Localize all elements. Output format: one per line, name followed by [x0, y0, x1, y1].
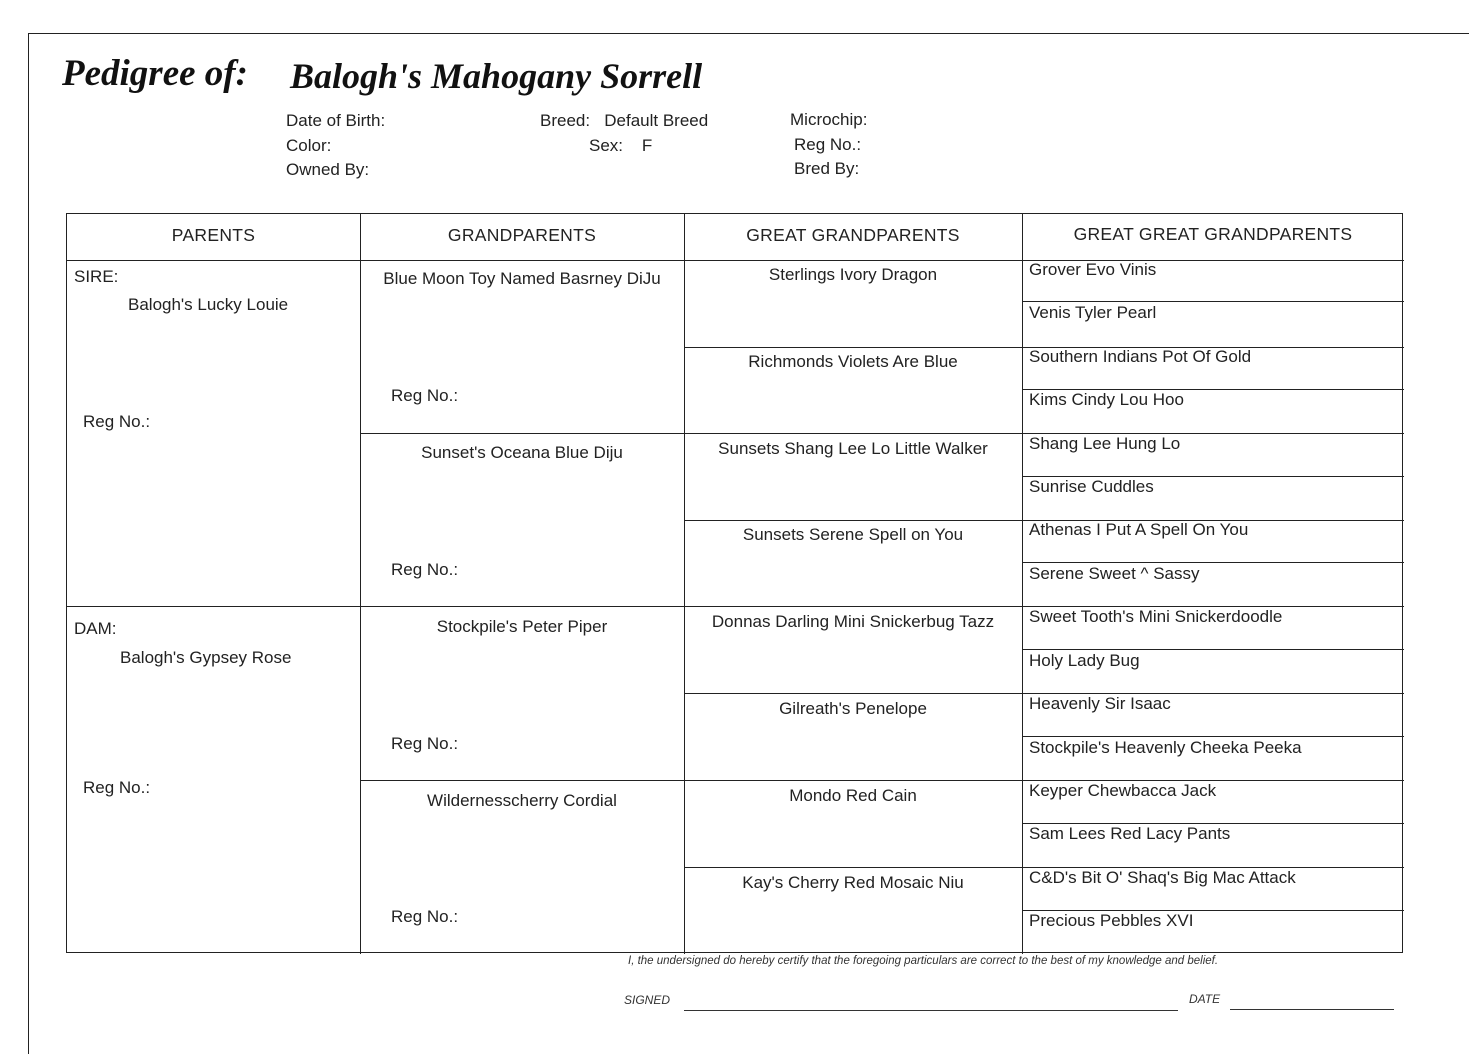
owned-by-label: Owned By:	[286, 160, 370, 179]
great-great-grandparent-name: Serene Sweet ^ Sassy	[1029, 564, 1200, 583]
great-grandparent-name: Mondo Red Cain	[789, 786, 917, 805]
great-great-grandparent-name: Sweet Tooth's Mini Snickerdoodle	[1029, 607, 1283, 626]
great-great-grandparent-name: Shang Lee Hung Lo	[1029, 434, 1181, 453]
dam-reg-no: Reg No.:	[83, 778, 151, 797]
row-divider	[360, 433, 1404, 434]
title-label: Pedigree of:	[62, 53, 248, 94]
header-parents: PARENTS	[171, 225, 256, 245]
great-grandparent-name: Gilreath's Penelope	[779, 699, 927, 718]
dam-label: DAM:	[74, 619, 117, 638]
date-line[interactable]	[1230, 1009, 1394, 1010]
color-label: Color:	[286, 136, 332, 155]
grandparent-name: Stockpile's Peter Piper	[436, 617, 608, 636]
great-great-grandparent-name: Athenas I Put A Spell On You	[1029, 520, 1249, 539]
breed-field: Breed: Default Breed	[540, 111, 709, 130]
great-great-grandparent-name: Southern Indians Pot Of Gold	[1029, 347, 1252, 366]
title-row	[62, 52, 703, 96]
great-great-grandparent-name: Precious Pebbles XVI	[1029, 911, 1194, 930]
great-great-grandparent-name: Venis Tyler Pearl	[1029, 303, 1157, 322]
microchip-label: Microchip:	[790, 110, 868, 129]
row-divider	[360, 780, 1404, 781]
pedigree-table	[66, 213, 1403, 953]
great-grandparent-name: Richmonds Violets Are Blue	[748, 352, 958, 371]
great-great-grandparent-name: Sam Lees Red Lacy Pants	[1029, 824, 1231, 843]
great-grandparent-name: Sterlings Ivory Dragon	[768, 265, 938, 284]
certification-statement: I, the undersigned do hereby certify that the foregoing particulars are correct to the best of my knowledge and belief.	[628, 955, 1219, 967]
signed-label: SIGNED	[624, 993, 671, 1007]
great-great-grandparent-name: Stockpile's Heavenly Cheeka Peeka	[1029, 738, 1302, 757]
header-grandparents: GRANDPARENTS	[447, 225, 597, 245]
great-great-grandparent-name: Grover Evo Vinis	[1029, 260, 1157, 279]
bred-by-label: Bred By:	[794, 159, 860, 178]
row-divider	[1022, 301, 1404, 302]
great-great-grandparent-name: Holy Lady Bug	[1029, 651, 1140, 670]
great-great-grandparent-name: Heavenly Sir Isaac	[1029, 694, 1171, 713]
pet-name: Balogh's Mahogany Sorrell	[290, 56, 703, 96]
header-great-grandparents: GREAT GRANDPARENTS	[746, 225, 960, 245]
dam-name: Balogh's Gypsey Rose	[120, 648, 292, 667]
great-great-grandparent-name: Kims Cindy Lou Hoo	[1029, 390, 1184, 409]
great-grandparent-name: Sunsets Shang Lee Lo Little Walker	[718, 439, 988, 458]
grandparent-name: Blue Moon Toy Named Basrney DiJu	[383, 269, 661, 288]
row-divider	[1022, 649, 1404, 650]
header-divider	[67, 260, 1404, 261]
grandparent-reg-no: Reg No.:	[391, 560, 459, 579]
great-great-grandparent-name: C&D's Bit O' Shaq's Big Mac Attack	[1029, 868, 1296, 887]
date-of-birth-label: Date of Birth:	[286, 111, 386, 130]
grandparent-reg-no: Reg No.:	[391, 386, 459, 405]
sire-name: Balogh's Lucky Louie	[128, 295, 289, 314]
column-divider	[360, 214, 361, 954]
row-divider	[1022, 736, 1404, 737]
signature-line[interactable]	[684, 1010, 1178, 1011]
row-divider	[1022, 562, 1404, 563]
sire-label: SIRE:	[74, 267, 119, 286]
column-divider	[684, 214, 685, 954]
great-great-grandparent-name: Sunrise Cuddles	[1029, 477, 1154, 496]
great-grandparent-name: Kay's Cherry Red Mosaic Niu	[742, 873, 964, 892]
great-great-grandparent-name: Keyper Chewbacca Jack	[1029, 781, 1217, 800]
grandparent-name: Wildernesscherry Cordial	[427, 791, 617, 810]
reg-no-label: Reg No.:	[794, 135, 862, 154]
great-grandparent-name: Donnas Darling Mini Snickerbug Tazz	[711, 612, 995, 631]
sex-field: Sex: F	[589, 136, 653, 155]
grandparent-name: Sunset's Oceana Blue Diju	[421, 443, 623, 462]
date-label: DATE	[1189, 992, 1221, 1006]
header-great-great-grandparents: GREAT GREAT GRANDPARENTS	[1073, 224, 1353, 244]
great-grandparent-name: Sunsets Serene Spell on You	[742, 525, 964, 544]
column-divider	[1022, 214, 1023, 954]
grandparent-reg-no: Reg No.:	[391, 907, 459, 926]
grandparent-reg-no: Reg No.:	[391, 734, 459, 753]
sire-reg-no: Reg No.:	[83, 412, 151, 431]
